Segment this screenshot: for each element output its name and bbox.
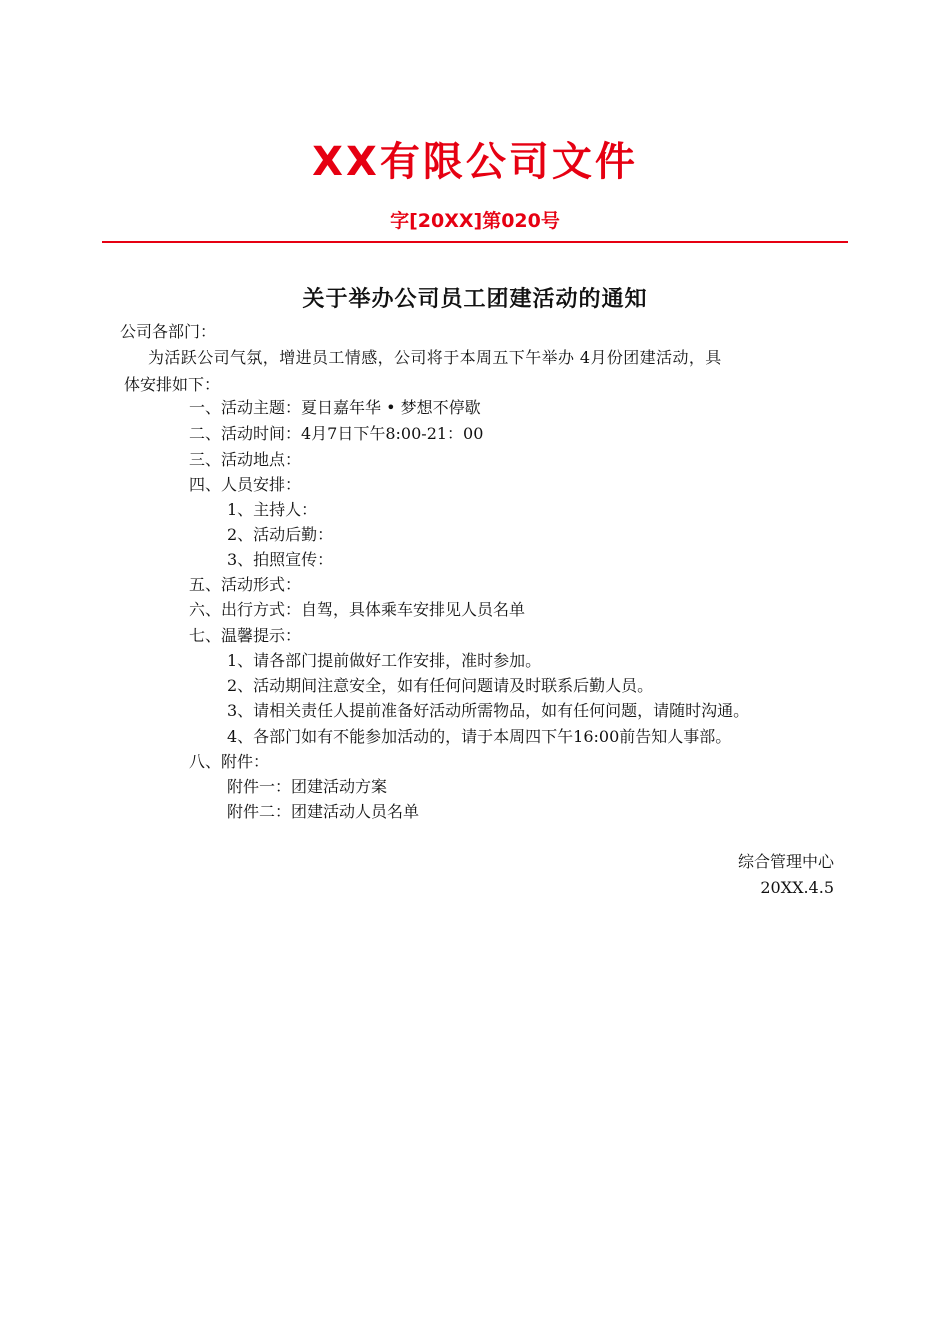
intro-line-1: 为活跃公司气氛，增进员工情感，公司将于本周五下午举办 4月份团建活动，具 [148, 348, 722, 367]
list-item: 一、活动主题：夏日嘉年华 • 梦想不停歇 [189, 398, 481, 417]
company-header-title: XX有限公司文件 [312, 139, 638, 185]
list-subitem: 2、活动后勤： [227, 525, 334, 544]
signature-date: 20XX.4.5 [760, 878, 834, 897]
attachment-item: 附件二：团建活动人员名单 [227, 802, 420, 821]
list-item: 六、出行方式：自驾，具体乘车安排见人员名单 [189, 600, 526, 619]
list-subitem: 2、活动期间注意安全，如有任何问题请及时联系后勤人员。 [227, 676, 654, 695]
list-item: 四、人员安排： [189, 475, 302, 494]
list-item: 二、活动时间：4月7日下午8:00-21：00 [189, 424, 484, 443]
list-subitem: 4、各部门如有不能参加活动的，请于本周四下午16:00前告知人事部。 [227, 727, 732, 746]
list-subitem: 1、主持人： [227, 500, 318, 519]
list-item: 三、活动地点： [189, 450, 302, 469]
salutation: 公司各部门： [120, 322, 217, 341]
list-item: 五、活动形式： [189, 575, 302, 594]
document-number: 字[20XX]第020号 [390, 210, 560, 232]
intro-line-2: 体安排如下： [124, 375, 221, 394]
attachment-item: 附件一：团建活动方案 [227, 777, 388, 796]
list-item: 七、温馨提示： [189, 626, 302, 645]
notice-title: 关于举办公司员工团建活动的通知 [302, 286, 648, 312]
signature-department: 综合管理中心 [737, 852, 834, 871]
list-subitem: 3、拍照宣传： [227, 550, 334, 569]
list-subitem: 3、请相关责任人提前准备好活动所需物品，如有任何问题，请随时沟通。 [227, 701, 750, 720]
header-divider [102, 241, 848, 243]
list-subitem: 1、请各部门提前做好工作安排，准时参加。 [227, 651, 542, 670]
list-item: 八、附件： [189, 752, 270, 771]
